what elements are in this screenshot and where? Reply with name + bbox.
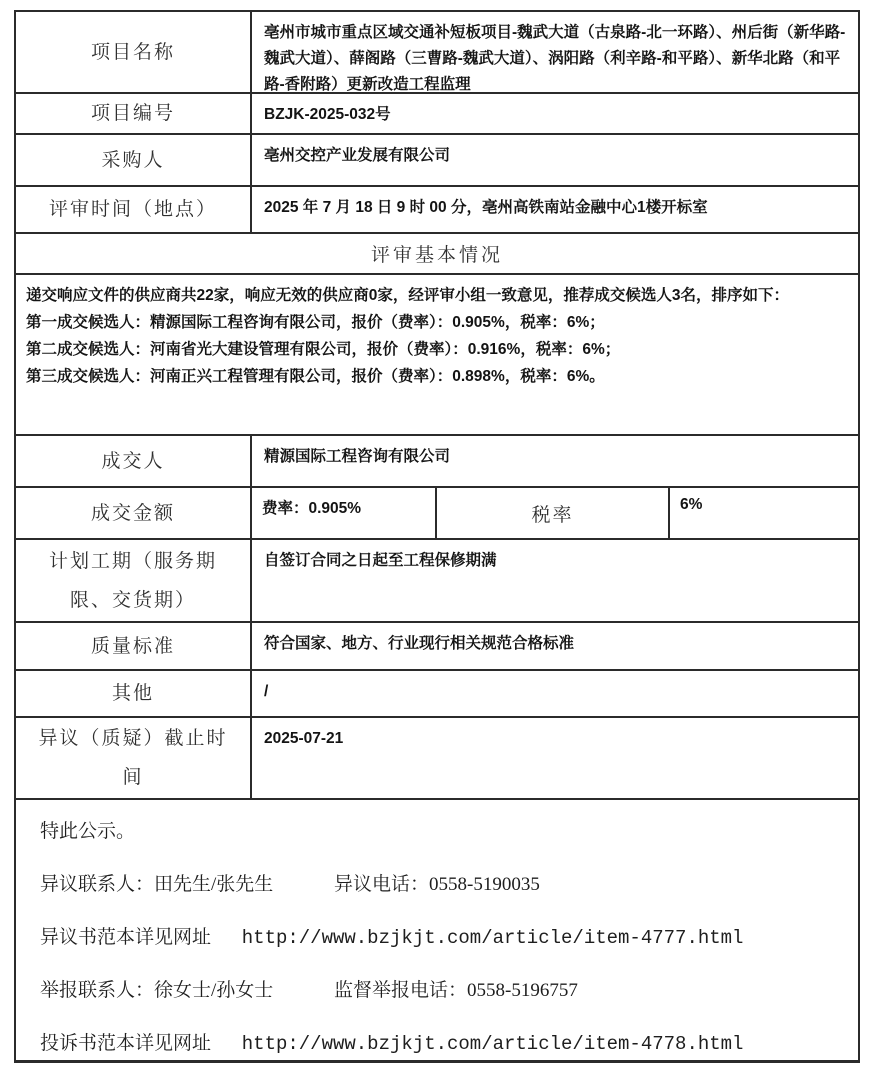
review-summary-line-1: 递交响应文件的供应商共22家，响应无效的供应商0家，经评审小组一致意见，推荐成交候选人3名，排序如下： (26, 287, 789, 304)
schedule-label: 计划工期（服务期限、交货期） (16, 540, 252, 621)
public-notice-text: 特此公示。 (40, 821, 136, 842)
row-quality-standard (16, 623, 858, 671)
winner-value: 精源国际工程咨询有限公司 (264, 448, 451, 465)
other-value: / (264, 683, 269, 700)
complaint-template-url: http://www.bzjkjt.com/article/item-4778.html (241, 1033, 744, 1055)
objection-template-url: http://www.bzjkjt.com/article/item-4777.html (241, 927, 744, 949)
purchaser-label: 采购人 (16, 135, 252, 185)
review-summary-line-4: 第三成交候选人：河南正兴工程管理有限公司，报价（费率）：0.898%，税率：6%。 (26, 368, 605, 385)
review-time-value: 2025 年 7 月 18 日 9 时 00 分，亳州高铁南站金融中心1楼开标室 (264, 199, 708, 216)
row-objection-deadline (16, 718, 858, 800)
objection-contact-text: 异议联系人：田先生/张先生 (40, 874, 274, 895)
quality-standard-label: 质量标准 (16, 623, 252, 669)
report-phone-text: 监督举报电话：0558-5196757 (334, 980, 578, 1001)
announcement-table (14, 10, 860, 1063)
objection-contact-line (40, 873, 844, 897)
row-footer-notes (16, 800, 858, 1060)
objection-deadline-label: 异议（质疑）截止时间 (16, 718, 252, 798)
review-time-label: 评审时间（地点） (16, 187, 252, 232)
other-label: 其他 (16, 671, 252, 716)
complaint-template-label: 投诉书范本详见网址 (40, 1033, 212, 1054)
report-contact-text: 举报联系人：徐女士/孙女士 (40, 980, 274, 1001)
project-number-label: 项目编号 (16, 94, 252, 133)
purchaser-value: 亳州交控产业发展有限公司 (264, 147, 451, 164)
objection-template-label: 异议书范本详见网址 (40, 927, 212, 948)
quality-standard-value: 符合国家、地方、行业现行相关规范合格标准 (264, 635, 575, 652)
row-project-number (16, 94, 858, 135)
report-contact-line (40, 979, 844, 1003)
review-summary-line-2: 第一成交候选人：精源国际工程咨询有限公司，报价（费率）：0.905%，税率：6%； (26, 314, 605, 331)
complaint-template-line (40, 1032, 844, 1056)
row-review-time (16, 187, 858, 234)
review-summary-line-3: 第二成交候选人：河南省光大建设管理有限公司，报价（费率）：0.916%，税率：6%； (26, 341, 621, 358)
row-project-name (16, 12, 858, 94)
review-section-title: 评审基本情况 (370, 245, 503, 266)
schedule-value: 自签订合同之日起至工程保修期满 (264, 552, 497, 569)
project-name-label: 项目名称 (16, 12, 252, 92)
row-review-summary (16, 275, 858, 436)
project-number-value: BZJK-2025-032号 (264, 106, 391, 123)
award-amount-rate-value: 费率：0.905% (252, 488, 437, 538)
row-review-section-header (16, 234, 858, 275)
objection-template-line (40, 926, 844, 950)
objection-phone-text: 异议电话：0558-5190035 (334, 874, 540, 895)
row-other (16, 671, 858, 718)
row-schedule (16, 540, 858, 623)
project-name-value: 亳州市城市重点区域交通补短板项目-魏武大道（古泉路-北一环路）、州后街（新华路-魏武大道）、薛阁路（三曹路-魏武大道）、涡阳路（利辛路-和平路）、新华北路（和平路-香附路）更新改造工程监理 (264, 24, 846, 93)
row-winner (16, 436, 858, 488)
row-purchaser (16, 135, 858, 187)
objection-deadline-value: 2025-07-21 (264, 730, 344, 747)
public-notice-line (40, 820, 844, 844)
award-amount-label: 成交金额 (16, 488, 252, 538)
review-summary-block (16, 275, 858, 434)
row-award-amount (16, 488, 858, 540)
award-amount-tax-value: 6% (680, 496, 703, 513)
winner-label: 成交人 (16, 436, 252, 486)
award-amount-tax-label: 税率 (437, 488, 670, 538)
footer-notes-block (16, 800, 858, 1060)
